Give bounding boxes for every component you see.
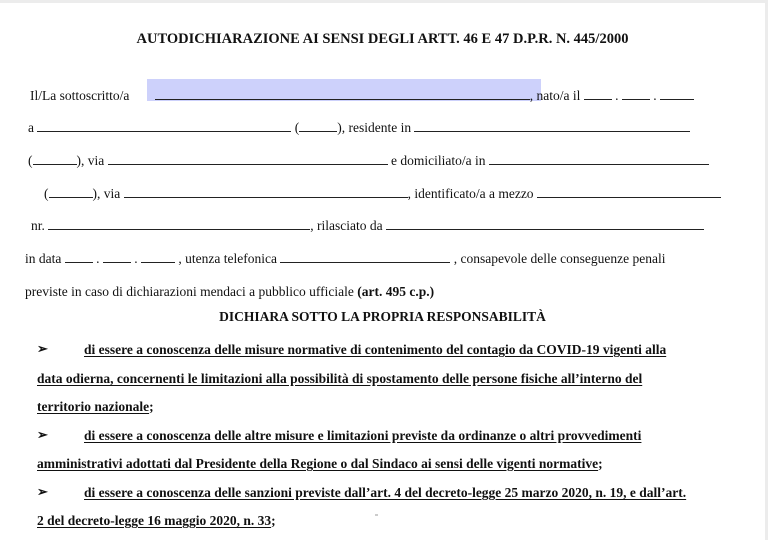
paren-open: ( [44,186,49,201]
paren-open: ( [294,120,300,135]
via-label: ), via [76,153,105,168]
issue-month-field[interactable] [103,250,131,263]
form-line-1 [30,87,694,104]
date-separator: . [653,88,657,103]
article-reference: (art. 495 c.p.) [357,284,435,299]
document-title: AUTODICHIARAZIONE AI SENSI DEGLI ARTT. 46 E 47 D.P.R. N. 445/2000 [136,31,629,47]
item-3-end: ; [271,513,276,528]
identificato-label: , identificato/a a mezzo [407,186,534,201]
residence-street-field[interactable] [108,152,388,165]
residente-label: ), residente in [337,120,412,135]
declaration-item-1-line-1: di essere a conoscenza delle misure normative di contenimento del contagio da COVID-19 vigenti alla [84,342,667,357]
rilasciato-label: , rilasciato da [310,218,383,233]
form-line-4 [44,185,721,202]
issue-year-field[interactable] [141,250,175,263]
birth-year-field[interactable] [660,87,694,100]
birth-day-field[interactable] [584,87,612,100]
declaration-item-2-line-1: di essere a conoscenza delle altre misure e limitazioni previste da ordinanze o altri provvedimenti [84,428,642,443]
form-line-5 [31,217,704,234]
item-1-end: ; [149,399,154,414]
issued-by-field[interactable] [386,217,704,230]
arrow-bullet-icon: ➢ [37,484,48,499]
residence-city-field[interactable] [414,119,690,132]
domicile-street-field[interactable] [124,185,408,198]
telefonica-label: , utenza telefonica [178,251,277,266]
declaration-item-2-line-2 [37,456,603,472]
item-3-text: 2 del decreto-legge 16 maggio 2020, n. 33 [37,513,272,528]
sottoscritto-label: Il/La sottoscritto/a [30,88,130,103]
declaration-item-1-line-2: data odierna, concernenti le limitazioni alla possibilità di spostamento delle persone fisiche all’interno del [37,371,643,386]
residence-province-field[interactable] [33,152,77,165]
date-separator: . [134,251,138,266]
nato-label: , nato/a il [529,88,581,103]
domicile-city-field[interactable] [489,152,709,165]
birthplace-label: a [28,120,34,135]
date-separator: . [96,251,100,266]
nr-label: nr. [31,218,45,233]
item-2-end: ; [598,456,603,471]
declaration-heading: DICHIARA SOTTO LA PROPRIA RESPONSABILITÀ [219,309,546,324]
domicile-province-field[interactable] [49,185,93,198]
declaration-item-3-line-1: di essere a conoscenza delle sanzioni previste dall’art. 4 del decreto-legge 25 marzo 2020, n. 19, e dall’art. [84,485,687,500]
item-1-text: territorio nazionale [37,399,150,414]
data-label: in data [25,251,62,266]
document-page [0,3,765,540]
id-number-field[interactable] [48,217,310,230]
scan-artifact [375,514,378,516]
form-line-6 [25,250,665,267]
form-line-7 [25,284,434,300]
arrow-bullet-icon: ➢ [37,341,48,356]
form-line-3 [28,152,709,169]
name-field[interactable] [155,87,530,100]
form-line-2 [28,119,690,136]
birth-province-field[interactable] [299,119,337,132]
issue-day-field[interactable] [65,250,93,263]
date-separator: . [615,88,619,103]
item-2-text: amministrativi adottati dal Presidente della Regione o dal Sindaco ai sensi delle vigenti normative [37,456,599,471]
birthplace-field[interactable] [37,119,291,132]
declaration-item-1-line-3 [37,399,154,415]
paren-open: ( [28,153,33,168]
via-label: ), via [92,186,121,201]
id-document-field[interactable] [537,185,721,198]
domiciliato-label: e domiciliato/a in [391,153,486,168]
previste-text: previste in caso di dichiarazioni mendaci a pubblico ufficiale [25,284,358,299]
birth-month-field[interactable] [622,87,650,100]
declaration-item-3-line-2 [37,513,276,529]
phone-field[interactable] [280,250,450,263]
arrow-bullet-icon: ➢ [37,427,48,442]
consapevole-label: , consapevole delle conseguenze penali [453,251,666,266]
